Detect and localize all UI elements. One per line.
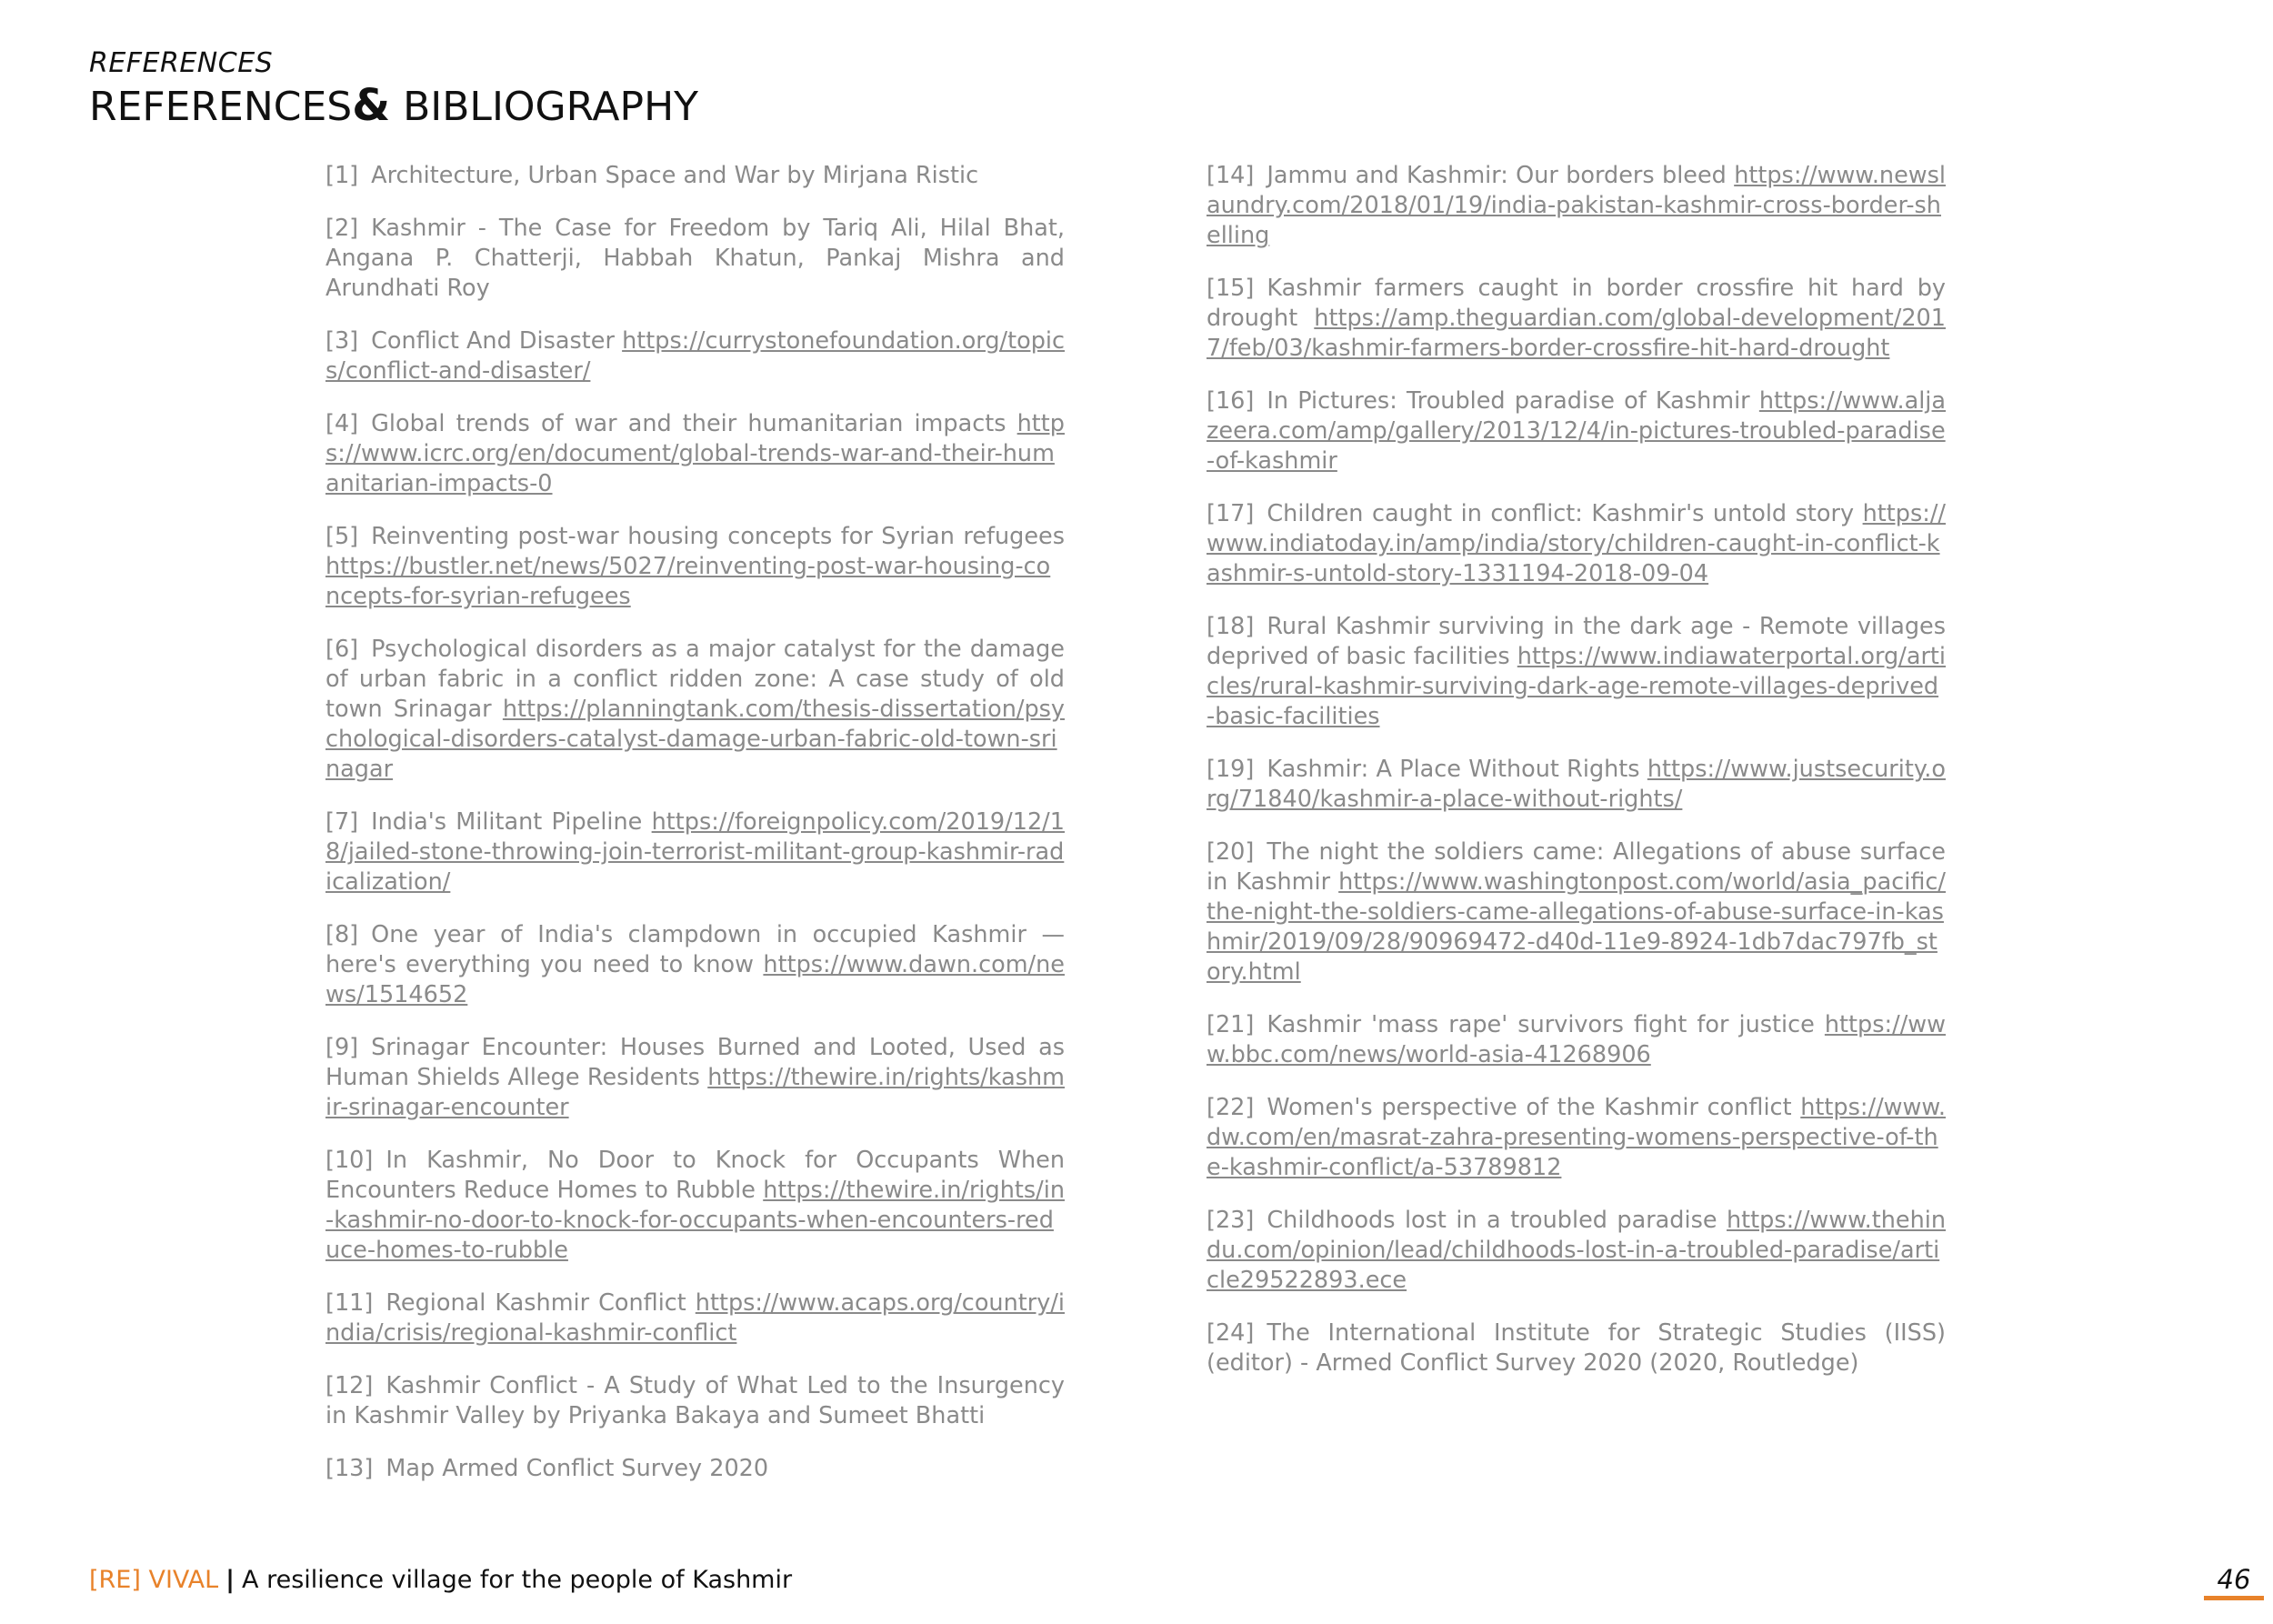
reference-item: [325, 1288, 1065, 1348]
reference-title: In Kashmir, No Door to Knock for Occupants When Encounters Reduce Homes to Rubble: [325, 1147, 1065, 1204]
reference-title: Jammu and Kashmir: Our borders bleed: [1267, 162, 1727, 189]
reference-link[interactable]: https://www.aljazeera.com/amp/gallery/2013/12/4/in-pictures-troubled-paradise-of-kashmir: [1207, 387, 1947, 475]
reference-number: [4]: [325, 410, 359, 437]
reference-number: [20]: [1207, 838, 1255, 866]
reference-title: One year of India's clampdown in occupied Kashmir — here's everything you need to know: [325, 921, 1065, 978]
reference-number: [8]: [325, 921, 359, 948]
reference-item: [325, 635, 1065, 785]
reference-title: Conflict And Disaster: [371, 327, 615, 355]
references-left-column: [325, 161, 1065, 1507]
reference-link[interactable]: https://www.dawn.com/news/1514652: [325, 951, 1065, 1008]
references-right-column: [1207, 161, 1946, 1401]
reference-item: [325, 807, 1065, 897]
page-title-ampersand: &: [352, 80, 391, 131]
reference-number: [18]: [1207, 613, 1255, 640]
reference-number: [11]: [325, 1289, 374, 1317]
reference-link[interactable]: https://www.washingtonpost.com/world/asia_pacific/the-night-the-soldiers-came-allegations-of-abuse-surface-in-kashmir/2019/09/28/90969472-d40d-11e9-8924-1db7dac797fb_story.html: [1207, 868, 1947, 986]
reference-item: [1207, 386, 1946, 476]
reference-number: [13]: [325, 1455, 374, 1482]
reference-title: Kashmir 'mass rape' survivors fight for justice: [1267, 1011, 1815, 1038]
reference-link[interactable]: https://www.dw.com/en/masrat-zahra-presenting-womens-perspective-of-the-kashmir-conflict/a-53789812: [1207, 1094, 1947, 1181]
reference-link[interactable]: https://www.acaps.org/country/india/crisis/regional-kashmir-conflict: [325, 1289, 1065, 1347]
reference-item: [325, 920, 1065, 1010]
reference-link[interactable]: https://currystonefoundation.org/topics/conflict-and-disaster/: [325, 327, 1066, 385]
reference-link[interactable]: https://amp.theguardian.com/global-development/2017/feb/03/kashmir-farmers-border-crossfire-hit-hard-drought: [1207, 305, 1946, 362]
reference-item: [325, 214, 1065, 304]
reference-item: [1207, 1206, 1946, 1296]
reference-number: [3]: [325, 327, 359, 355]
reference-link[interactable]: https://www.thehindu.com/opinion/lead/childhoods-lost-in-a-troubled-paradise/article29522893.ece: [1207, 1207, 1947, 1294]
reference-title: India's Militant Pipeline: [371, 808, 643, 836]
reference-item: [1207, 1093, 1946, 1183]
reference-number: [16]: [1207, 387, 1255, 415]
reference-item: [325, 1454, 1065, 1484]
reference-number: [2]: [325, 215, 359, 242]
reference-title: Architecture, Urban Space and War by Mirjana Ristic: [371, 162, 979, 189]
reference-number: [14]: [1207, 162, 1255, 189]
reference-link[interactable]: https://www.icrc.org/en/document/global-trends-war-and-their-humanitarian-impacts-0: [325, 410, 1065, 497]
reference-item: [1207, 755, 1946, 815]
footer: [89, 1566, 792, 1594]
reference-link[interactable]: https://bustler.net/news/5027/reinventing-post-war-housing-concepts-for-syrian-refugees: [325, 553, 1051, 610]
reference-title: Childhoods lost in a troubled paradise: [1267, 1207, 1717, 1234]
reference-link[interactable]: https://www.indiatoday.in/amp/india/story/children-caught-in-conflict-kashmir-s-untold-story-1331194-2018-09-04: [1207, 500, 1946, 587]
reference-link[interactable]: https://foreignpolicy.com/2019/12/18/jailed-stone-throwing-join-terrorist-militant-group-kashmir-radicalization/: [325, 808, 1065, 896]
reference-title: Kashmir farmers caught in border crossfire hit hard by drought: [1207, 275, 1946, 332]
footer-tagline: A resilience village for the people of Kashmir: [242, 1566, 793, 1594]
reference-link[interactable]: https://www.justsecurity.org/71840/kashmir-a-place-without-rights/: [1207, 756, 1946, 813]
reference-title: Kashmir - The Case for Freedom by Tariq Ali, Hilal Bhat, Angana P. Chatterji, Habbah Khatun, Pankaj Mishra and Arundhati Roy: [325, 215, 1065, 302]
reference-title: The International Institute for Strategic Studies (IISS) (editor) - Armed Conflict Survey 2020 (2020, Routledge): [1207, 1319, 1946, 1377]
reference-item: [1207, 161, 1946, 251]
footer-brand: [RE] VIVAL: [89, 1566, 219, 1594]
page-title-rest: BIBLIOGRAPHY: [390, 84, 699, 130]
reference-title: Regional Kashmir Conflict: [386, 1289, 686, 1317]
reference-item: [1207, 274, 1946, 364]
reference-link[interactable]: https://www.bbc.com/news/world-asia-41268906: [1207, 1011, 1947, 1068]
reference-link[interactable]: https://planningtank.com/thesis-dissertation/psychological-disorders-catalyst-damage-urban-fabric-old-town-srinagar: [325, 696, 1066, 783]
reference-link[interactable]: https://thewire.in/rights/kashmir-srinagar-encounter: [325, 1064, 1066, 1121]
section-label: REFERENCES: [89, 47, 274, 79]
reference-title: Kashmir Conflict - A Study of What Led to the Insurgency in Kashmir Valley by Priyanka Bakaya and Sumeet Bhatti: [325, 1372, 1065, 1429]
page-number: 46: [2217, 1564, 2251, 1595]
reference-number: [9]: [325, 1034, 359, 1061]
reference-item: [325, 1146, 1065, 1266]
reference-item: [1207, 837, 1946, 987]
reference-item: [325, 326, 1065, 386]
footer-separator: |: [225, 1566, 235, 1594]
reference-number: [10]: [325, 1147, 374, 1174]
reference-number: [1]: [325, 162, 359, 189]
page-number-underline: [2204, 1596, 2264, 1600]
page-title: [89, 80, 698, 131]
reference-title: Psychological disorders as a major catalyst for the damage of urban fabric in a conflict ridden zone: A case study of old town Srinagar: [325, 636, 1065, 723]
reference-number: [7]: [325, 808, 359, 836]
reference-title: In Pictures: Troubled paradise of Kashmir: [1267, 387, 1750, 415]
reference-number: [15]: [1207, 275, 1255, 302]
reference-title: Kashmir: A Place Without Rights: [1267, 756, 1640, 783]
reference-title: Map Armed Conflict Survey 2020: [386, 1455, 769, 1482]
reference-item: [325, 161, 1065, 191]
reference-number: [5]: [325, 523, 359, 550]
reference-link[interactable]: https://www.newslaundry.com/2018/01/19/india-pakistan-kashmir-cross-border-shelling: [1207, 162, 1946, 249]
reference-title: Rural Kashmir surviving in the dark age - Remote villages deprived of basic facilities: [1207, 613, 1946, 670]
reference-number: [21]: [1207, 1011, 1255, 1038]
reference-title: The night the soldiers came: Allegations of abuse surface in Kashmir: [1207, 838, 1946, 896]
reference-number: [23]: [1207, 1207, 1255, 1234]
reference-number: [17]: [1207, 500, 1255, 527]
reference-item: [1207, 1318, 1946, 1378]
reference-number: [12]: [325, 1372, 374, 1399]
reference-number: [24]: [1207, 1319, 1255, 1347]
reference-item: [325, 409, 1065, 499]
reference-item: [1207, 1010, 1946, 1070]
reference-number: [19]: [1207, 756, 1255, 783]
reference-item: [1207, 612, 1946, 732]
page-title-main: REFERENCES: [89, 84, 353, 130]
reference-item: [325, 522, 1065, 612]
reference-title: Women's perspective of the Kashmir conflict: [1267, 1094, 1792, 1121]
reference-link[interactable]: https://www.indiawaterportal.org/articles/rural-kashmir-surviving-dark-age-remote-villages-deprived-basic-facilities: [1207, 643, 1947, 730]
reference-title: Srinagar Encounter: Houses Burned and Looted, Used as Human Shields Allege Residents: [325, 1034, 1065, 1091]
reference-item: [1207, 499, 1946, 589]
reference-link[interactable]: https://thewire.in/rights/in-kashmir-no-door-to-knock-for-occupants-when-encounters-reduce-homes-to-rubble: [325, 1177, 1065, 1264]
reference-title: Global trends of war and their humanitarian impacts: [371, 410, 1006, 437]
reference-number: [6]: [325, 636, 359, 663]
reference-item: [325, 1033, 1065, 1123]
reference-title: Children caught in conflict: Kashmir's untold story: [1267, 500, 1855, 527]
reference-number: [22]: [1207, 1094, 1255, 1121]
reference-item: [325, 1371, 1065, 1431]
reference-title: Reinventing post-war housing concepts for Syrian refugees: [371, 523, 1065, 550]
